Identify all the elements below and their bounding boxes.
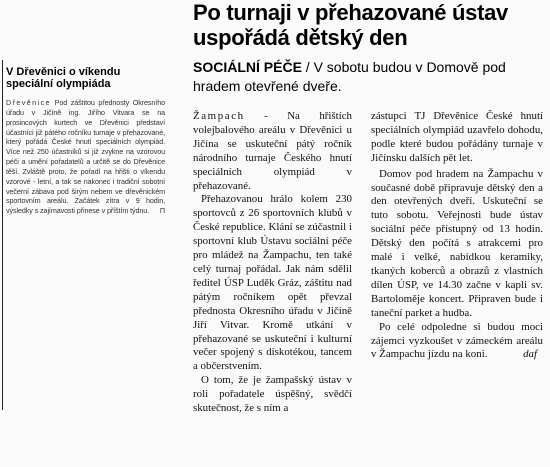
article-column-1 bbox=[193, 110, 352, 462]
col1-paragraph-2: Přehazovanou hrálo kolem 230 sportovců z 26 sportovních klubů v České republice. Klání se zúčastnil i sportovní klub Ústavu sociální péče pro mládež na Žampachu, ten také celý turnaj pořádal. Jak nám sdělil ředitel ÚSP Luděk Gráz, záštitu nad pátým ročníkem opět převzal přednosta Okresního úřadu v Jičíně Jiří Vitvar. Kromě utkání v přehazované se uskuteční i kulturní večer spojený s diskotékou, tancem a občerstvením. bbox=[193, 193, 352, 373]
article-author: daf bbox=[523, 348, 537, 361]
col2-paragraph-3-text: Po celé odpoledne si budou moci zájemci vyzkoušet v zámeckém areálu v Žampachu jízdu na koni. bbox=[371, 320, 543, 361]
kicker-separator: / bbox=[301, 59, 314, 75]
article-deck: V sobotu budou v Domově pod hradem otevřené dveře. bbox=[193, 59, 506, 94]
sidebar-end-mark: Π bbox=[159, 206, 165, 216]
article-dateline: Žampach bbox=[193, 110, 245, 122]
sidebar-box bbox=[2, 60, 165, 410]
col2-paragraph-1: zástupci TJ Dřevěnice České hnutí speciálních olympiád uzavřelo dohodu, podle které budou pořádány turnaje v Jičínsku dalších pět let. bbox=[371, 110, 543, 164]
sidebar-dateline: Dřevěnice bbox=[6, 98, 51, 107]
article-kicker: SOCIÁLNÍ PÉČE bbox=[193, 59, 302, 75]
col2-paragraph-3 bbox=[371, 321, 543, 363]
article-column-2 bbox=[371, 110, 543, 462]
col1-paragraph-3: O tom, že je žampašský ústav v roli pořadatele úspěšný, svědčí skutečnost, že s ním a bbox=[193, 374, 352, 415]
col1-paragraph-1 bbox=[193, 110, 352, 193]
sidebar-body: Pod záštitou přednosty Okresního úřadu v Jičíně ing. Jiřího Vitvara se na prosincových kurtech ve Dřevěnici představí účastníci již pátého ročníku turnaje v přehazované, který pořádá České hnutí speciálních olympiád. Více než 250 účastníků si již zvykne na vzorovou péči a umění pořadatelů a určitě se do Dřevěnice těší. Zvláště proto, že pořadí na hřišti o víkendu vzorové - letní, a tak se nakonec i tradiční sobotní večerní zábava pod širým nebem ve dřevěnickém sportovním areálu. Začátek zítra v 9 hodin, výsledky s zajímavosti přinese v příštím týdnu. bbox=[6, 98, 165, 216]
sidebar-text bbox=[6, 98, 165, 216]
article-subhead bbox=[193, 58, 545, 96]
col2-paragraph-2: Domov pod hradem na Žampachu v současné době připravuje dětský den a den otevřených dveří. Uskuteční se tuto sobotu. Veřejnosti bude ústav sociální péče přístupný od 13 hodin. Dětský den počítá s atrakcemi pro malé i velké, nabídkou keramiky, tkaných koberců a obrazů z vlastních dílen ÚSP, ve 14.30 začne v kapli sv. Bartoloměje koncert. Připraven bude i taneční parket a hudba. bbox=[371, 167, 543, 319]
article-headline: Po turnaji v přehazované ústav uspořádá dětský den bbox=[193, 0, 508, 50]
col1-first-text: - Na hřištích volejbalového areálu v Dřevěnici u Jičína se uskuteční pátý ročník národního turnaje Českého hnutí speciálních olympiád v přehazované. bbox=[193, 110, 352, 192]
sidebar-title: V Dřevěnici o víkendu speciální olympiáda bbox=[6, 66, 121, 90]
